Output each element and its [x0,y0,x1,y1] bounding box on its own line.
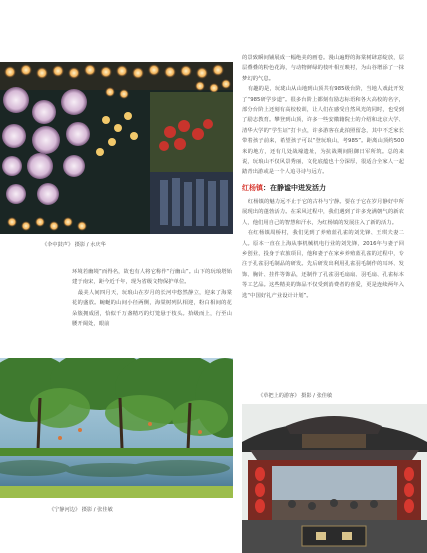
section-heading-accent: 红杨镇 [242,183,263,192]
photo-lantern-festival [0,62,233,234]
photo-lakeside-garden [0,358,233,498]
photo-ancient-gate [242,404,427,553]
photo3-caption: 《草把上的游客》 摄影 / 张佳敏 [258,393,333,399]
photo1-caption: 《伞中鼓声》 摄影 / 水庆华 [42,242,106,248]
right-paragraph-3: 红杨镇的魅力远不止于它的古朴与宁静。要在于它在岁月静好中所展现出的蓬勃活力。在采风过程中，我们遇到了许多充满朝气的新农人，他们用自己的智慧和汗水，为红杨镇的发展注入了新的活力。 [242,198,404,226]
left-paragraph-1: 环境若幽境”而得名，故也有人将它称作“行幽山”。山下的玩琅塔始建于南宋，距今近千年，现为省级文物保护单位。 [72,269,232,286]
photo2-caption: 《宁静河边》 摄影 / 张佳敏 [49,507,113,513]
left-paragraph-2: 最美人间四月天，玩琅山在岁月的长河中悠然静立，迎来了海棠花的盛放。蜿蜒的山间小径两侧，海棠树列队相迎，粉白相间的花朵簇拥成团，恰似千万盏精巧的灯笼悬于枝头。拾级而上，行至山腰开阔处，眼前 [72,289,232,328]
right-paragraph-4: 在红杨镇周桥村，我们见到了养殖蓝孔雀的刘先锋、王琪夫妻二人。原本一直在上海从事机械机电行业的刘先锋，2016年与妻子回乡创业，投身于农旅项目，他和妻子在家乡养殖蓝孔雀的过程中，专注于孔雀羽毛制品的研发。先后研发出利用孔雀羽毛制作的耳环、发饰、胸针、挂件等饰品，还制作了孔雀羽毛扇扇、羽毛扇、孔雀标本等工艺品。这些精美的饰品不仅受到消费者的喜爱，更是连续两年入选“中国好礼产业设计计划”。 [242,230,404,299]
left-column [72,267,232,329]
right-column [242,53,404,301]
section-heading-rest: ：在静谧中迸发活力 [263,183,326,192]
right-paragraph-1: 的景致瞬间铺展成一幅绝美的画卷。漫山遍野的海棠树肆意绽放，层层叠叠的粉色花海，与动物鲜绿的枝叶相互映衬，为山谷增添了一抹梦幻的气息。 [242,55,404,82]
section-heading [242,183,404,193]
lakeside-photo-illustration [0,358,233,498]
right-paragraph-2: 有趣的是，玩珑山从山地到山顶共有985级台阶，当地人戏此开发了“985研学步道”。很多台阶上都刻有励志标语和各大高校的名字，部分台阶上还刻有高校校训，让人们在感受自然风光的同时，也受到了励志教育。攀登到山顶，许多一些安徽籍院士的介绍和北京大学、清华大学的“学生证”打卡点，许多游客在此拍照留念，其中不乏家长带着孩子前来，希望孩子可以“登玩琅山，考985”。距离山顶约500米的地方，还有几处战壕遗址，为抗战期间阻御日军所筑。总的来说，玩琅山不仅风景秀丽，文化底蕴也十分深厚，很适合全家人一起踏青出游或是一个人追寻诗与远方。 [242,86,404,176]
lantern-photo-illustration [0,62,233,234]
gate-photo-illustration [242,404,427,553]
